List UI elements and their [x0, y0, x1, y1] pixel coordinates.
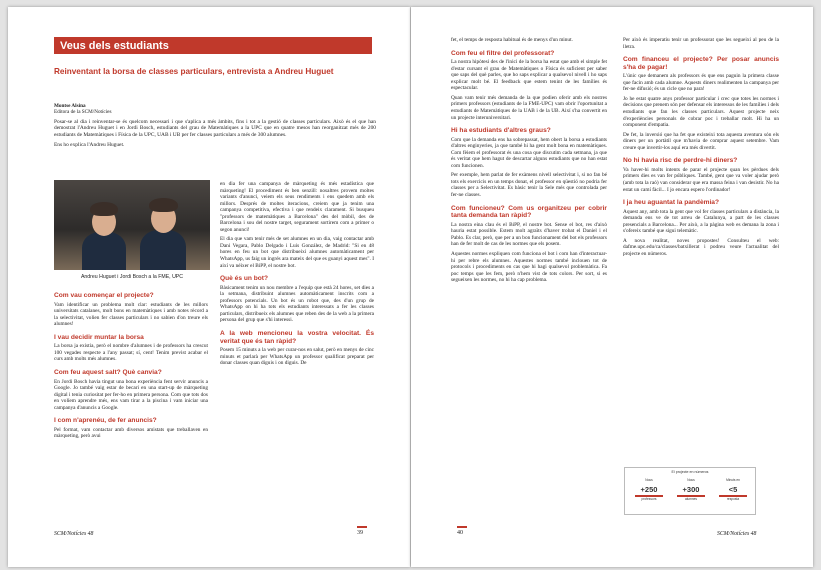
answer-paragraph: fet, el temps de resposta habitual és de menys d'un minut. — [451, 37, 573, 43]
question-heading: Com vau començar el projecte? — [54, 292, 154, 299]
answer-paragraph: Vam identificar un problema molt clar: estudiants de les millors universitats catalanes, molt bons en matemàtiques i amb notes rècord a la selectivitat, volien fer classes particulars i no sabien d'on treure els alumnes! — [54, 301, 208, 328]
stat-label: Minuts en — [726, 478, 740, 482]
question-heading: I com n'aprenéu, de fer anuncis? — [54, 417, 157, 425]
answer-paragraph: Com que la demanda ens ha sobrepassat, hem obert la borsa a estudiants d'altres enginyeries, ja que també hi ha gent molt bona en matemàtiques. Com fèiem el professorat és una cosa que discutim cada setmana, ja que és veritat que hem hagut de descartar alguns estudiants que no han estat com funcionen. — [451, 136, 607, 169]
answer-paragraph: La nostra hipòtesi des de l'inici de la borsa ha estat que amb el simple fet d'estar cursant el grau de Matemàtiques o Física és suficient per saber que saps del què parles, que ho saps explicar a qualsevol nivell i ho saps explicar molt bé. El feedback que estem tenint de les famílies és espectacular. — [451, 59, 607, 92]
left-page-column-2 — [220, 181, 374, 520]
left-page-column-1 — [54, 292, 208, 520]
answer-paragraph: De fet, la inversió que ha fet que existeixi tota aquesta aventura són els diners per un portàtil que m'havia de comprar aquest setembre. Vam creure que invertir-los aquí era més divertit. — [623, 131, 779, 151]
stat-value: +300 — [682, 485, 700, 494]
question-heading: Com feu aquest salt? Què canvia? — [54, 369, 162, 377]
interview-photo — [54, 180, 210, 270]
stat-sub: resposta — [726, 497, 740, 501]
question-heading: Com financeu el projecte? Per posar anuncis s'ha de pagar! — [623, 56, 779, 71]
stats-title: El projecte en números — [671, 470, 709, 474]
answer-paragraph: El dia que vam tenir més de set alumnes en un dia, vaig contactar amb Dani Vegara, Pablo Delgado i Luis González, de Madrid: "Si en 48 hores en feu un bot que distribueixi alumnes automàticament per WhatsApp, us faig un ingrés ara mateix del que es guanyi aquest mes". I així va néixer el BiPP, el nostre bot. — [220, 236, 374, 269]
answer-paragraph: Bàsicament tenim un nou membre a l'equip que està 24 hores, set dies a la setmana, distribuint alumnes automàticament inscrits com a professors potencials. Un bot és un robot que, des d'un grup de WhatsApp on hi ha tots els estudiants interessats a fer les classes particulars, distribueix els alumnes que reben des de la web a la primera persona del grup que s'hi interessi. — [220, 284, 374, 324]
question-heading: I ja heu aguantat la pandèmia? — [623, 199, 719, 207]
question-heading: Com feu el filtre del professorat? — [451, 49, 555, 57]
stat-item — [715, 478, 751, 501]
answer-paragraph: Aquestes normes expliquen com funciona el bot i com han d'interactuar-hi per rebre els alumnes. Aquestes normes també inclouen tot de protocols i procediments en cas que hi hagi qualsevol problemàtica. Fa poc temps que les fem, però n'hem vist de tots colors. Per sort, si es segueixen les normes, no hi ha cap problema. — [451, 250, 607, 284]
answer-paragraph: Jo he estat quatre anys professor particular i crec que totes les normes i decisions que prenem són per defensar els interessos de les famílies i dels estudiants que fan les classes particulars. Aquest projecte neix d'experiències personals de cobrar poc i treballar molt. Hi ha un component d'empatia. — [623, 95, 779, 129]
answer-paragraph: La borsa ja existia, però el nombre d'alumnes i de professors ha crescut 100 vegades respecte a l'any passat; sí, cent! Tenim previst acabar el curs amb molts més alumnes. — [54, 343, 208, 363]
stat-item — [631, 478, 667, 501]
lead-paragraph: Ens ho explica l'Andreu Huguet. — [54, 141, 125, 148]
stat-label: Nous — [645, 478, 653, 482]
author-role: Editora de la SCM/Notícies — [54, 109, 112, 116]
question-heading: No hi havia risc de perdre-hi diners? — [623, 157, 738, 165]
section-banner: Veus dels estudiants — [54, 37, 372, 54]
page-number: 39 — [357, 530, 363, 536]
stat-sub: alumnes — [684, 497, 698, 501]
answer-paragraph: En Jordi Bosch havia tingut una bona experiència fent servir anuncis a Google. Jo també vaig estar de becari en una start-up de màrqueting digital i tenia curiositat per fer-ho en primera persona. Com que tots dos en volíem aprendre més, ens vam tirar a la piscina i vam iniciar una campanya d'anuncis a Google. — [54, 378, 208, 411]
article-lead — [54, 103, 376, 151]
author-name: Montse Alsina — [54, 103, 86, 109]
answer-paragraph: L'únic que demanem als professors és que ens paguin la primera classe que facin amb cada alumne. Aquests diners realimenten la campanya per fer-ne difusió; és un cicle que no para! — [623, 73, 779, 93]
question-heading: Com funcioneu? Com us organitzeu per cobrir tanta demanda tan ràpid? — [451, 204, 607, 220]
answer-paragraph: en dia fer una campanya de màrqueting és més estadística que màrqueting! El procediment és ben senzill: nosaltres provem moltes variants d'anunci, veiem els seus rendiments i ens quedem amb els millors. Després de moltes iteracions, creiem que ja tenim una campanya competitiva, efectiva i que rendeix clarament. Si busqueu "professors de matemàtiques a Barcelona" des del mòbil, des de Barcelona i sou del nostre target, segurament sortirem com a primer o segon anunci! — [220, 181, 374, 233]
right-page-column-2 — [623, 37, 779, 461]
stat-label: Nous — [687, 478, 695, 482]
right-page-column-1 — [451, 37, 607, 520]
page-left — [8, 7, 410, 567]
stat-sub: professors — [641, 497, 657, 501]
question-heading: I vau decidir muntar la borsa — [54, 333, 144, 341]
stat-value: +250 — [640, 485, 658, 494]
question-heading: Hi ha estudiants d'altres graus? — [451, 127, 551, 135]
answer-paragraph: Per això és imperatiu tenir un professorat que les segueixi al peu de la lletra. — [623, 37, 779, 50]
answer-paragraph: Aquest any, amb tota la gent que vol fer classes particulars a distància, la demanda ens ve de tot arreu de Catalunya, a part de les classes presencials a Barcelona... Per això, a la pàgina web es demana la zona i s'ofereix també que sigui telemàtic. — [623, 208, 779, 235]
answer-paragraph: Va haver-hi molts intents de parar el projecte quan les pèrdues dels primers dies es van fer públiques. També, gent que va voler ajudar però (amb tota la raó) van considerar que era massa feina i van desistir. No ha estat un camí fàcil... I jo encara espero l'ordinador! — [623, 166, 779, 193]
answer-paragraph: La nostra eina clau és el BiPP, el nostre bot. Sense el bot, res d'això hauria estat possible. Estem molt agraïts d'haver trobat el Daniel i el Pablo. Es clar, però, que per a un bon funcionament del bot els professors han de fer molt de cas de les normes que els posem. — [451, 221, 607, 248]
footer-journal: SCM/Notícies 48 — [54, 531, 94, 537]
stat-item — [673, 478, 709, 501]
stats-box — [624, 467, 756, 515]
page-right — [411, 7, 813, 567]
question-heading: Què és un bot? — [220, 275, 268, 283]
lead-paragraph: Posar-se al dia i reinventar-se és quelcom necessari i que s'aplica a més àmbits, fins i tot a la gestió de classes particulars. Això és el que han demostrat l'Andreu Huguet i en Jordi Bosch, estudiants del grau de Matemàtiques a la UPC que en quatre mesos han reorganitzat més de 200 estudiants de Matemàtiques i Física de la UPC, UAB i UB per fer classes particulars a més de 300 alumnes. — [54, 118, 376, 138]
footer-journal: SCM/Notícies 48 — [717, 531, 757, 537]
page-number: 40 — [457, 530, 463, 536]
question-heading: A la web mencioneu la vostra velocitat. És veritat que és tan ràpid? — [220, 329, 374, 345]
photo-caption: Andreu Huguet i Jordi Bosch a la FME, UPC — [80, 274, 184, 280]
answer-paragraph: A nova realitat, noves propostes! Consulteu el web: dafme.upc.edu/ca/classes/batxillerat i podreu veure l'actualitat del projecte en números. — [623, 237, 779, 257]
answer-paragraph: Quan vam tenir més demanda de la que podien oferir amb els nostres primers professors (estudiants de la FME-UPC) vam obrir l'oportunitat a estudiants de Matemàtiques de la UAB i de la UB. Així s'ha convertit en un projecte interuniversitari. — [451, 94, 607, 121]
stat-value: <5 — [728, 485, 738, 494]
article-title: Reinventant la borsa de classes particulars, entrevista a Andreu Huguet — [54, 67, 334, 76]
answer-paragraph: Pel format, vam contactar amb diversos amistats que treballaven en màrqueting, però avui — [54, 426, 208, 440]
answer-paragraph: Posem 15 minuts a la web per curar-nos en salut, però en menys de cinc minuts et parlarà per WhatsApp un professor qualificat preparat per donar classes quan diguis i on diguis. De — [220, 347, 374, 367]
byline — [54, 103, 376, 116]
answer-paragraph: Per exemple, hem parlat de fer exàmens nivell selectivitat i, si no fan bé tots els exercicis en un temps donat, el professor en qüestió no podria fer classes per a Selectivitat. Es bàsic tenir la Sele més que controlada per fer-ne classes. — [451, 172, 607, 199]
